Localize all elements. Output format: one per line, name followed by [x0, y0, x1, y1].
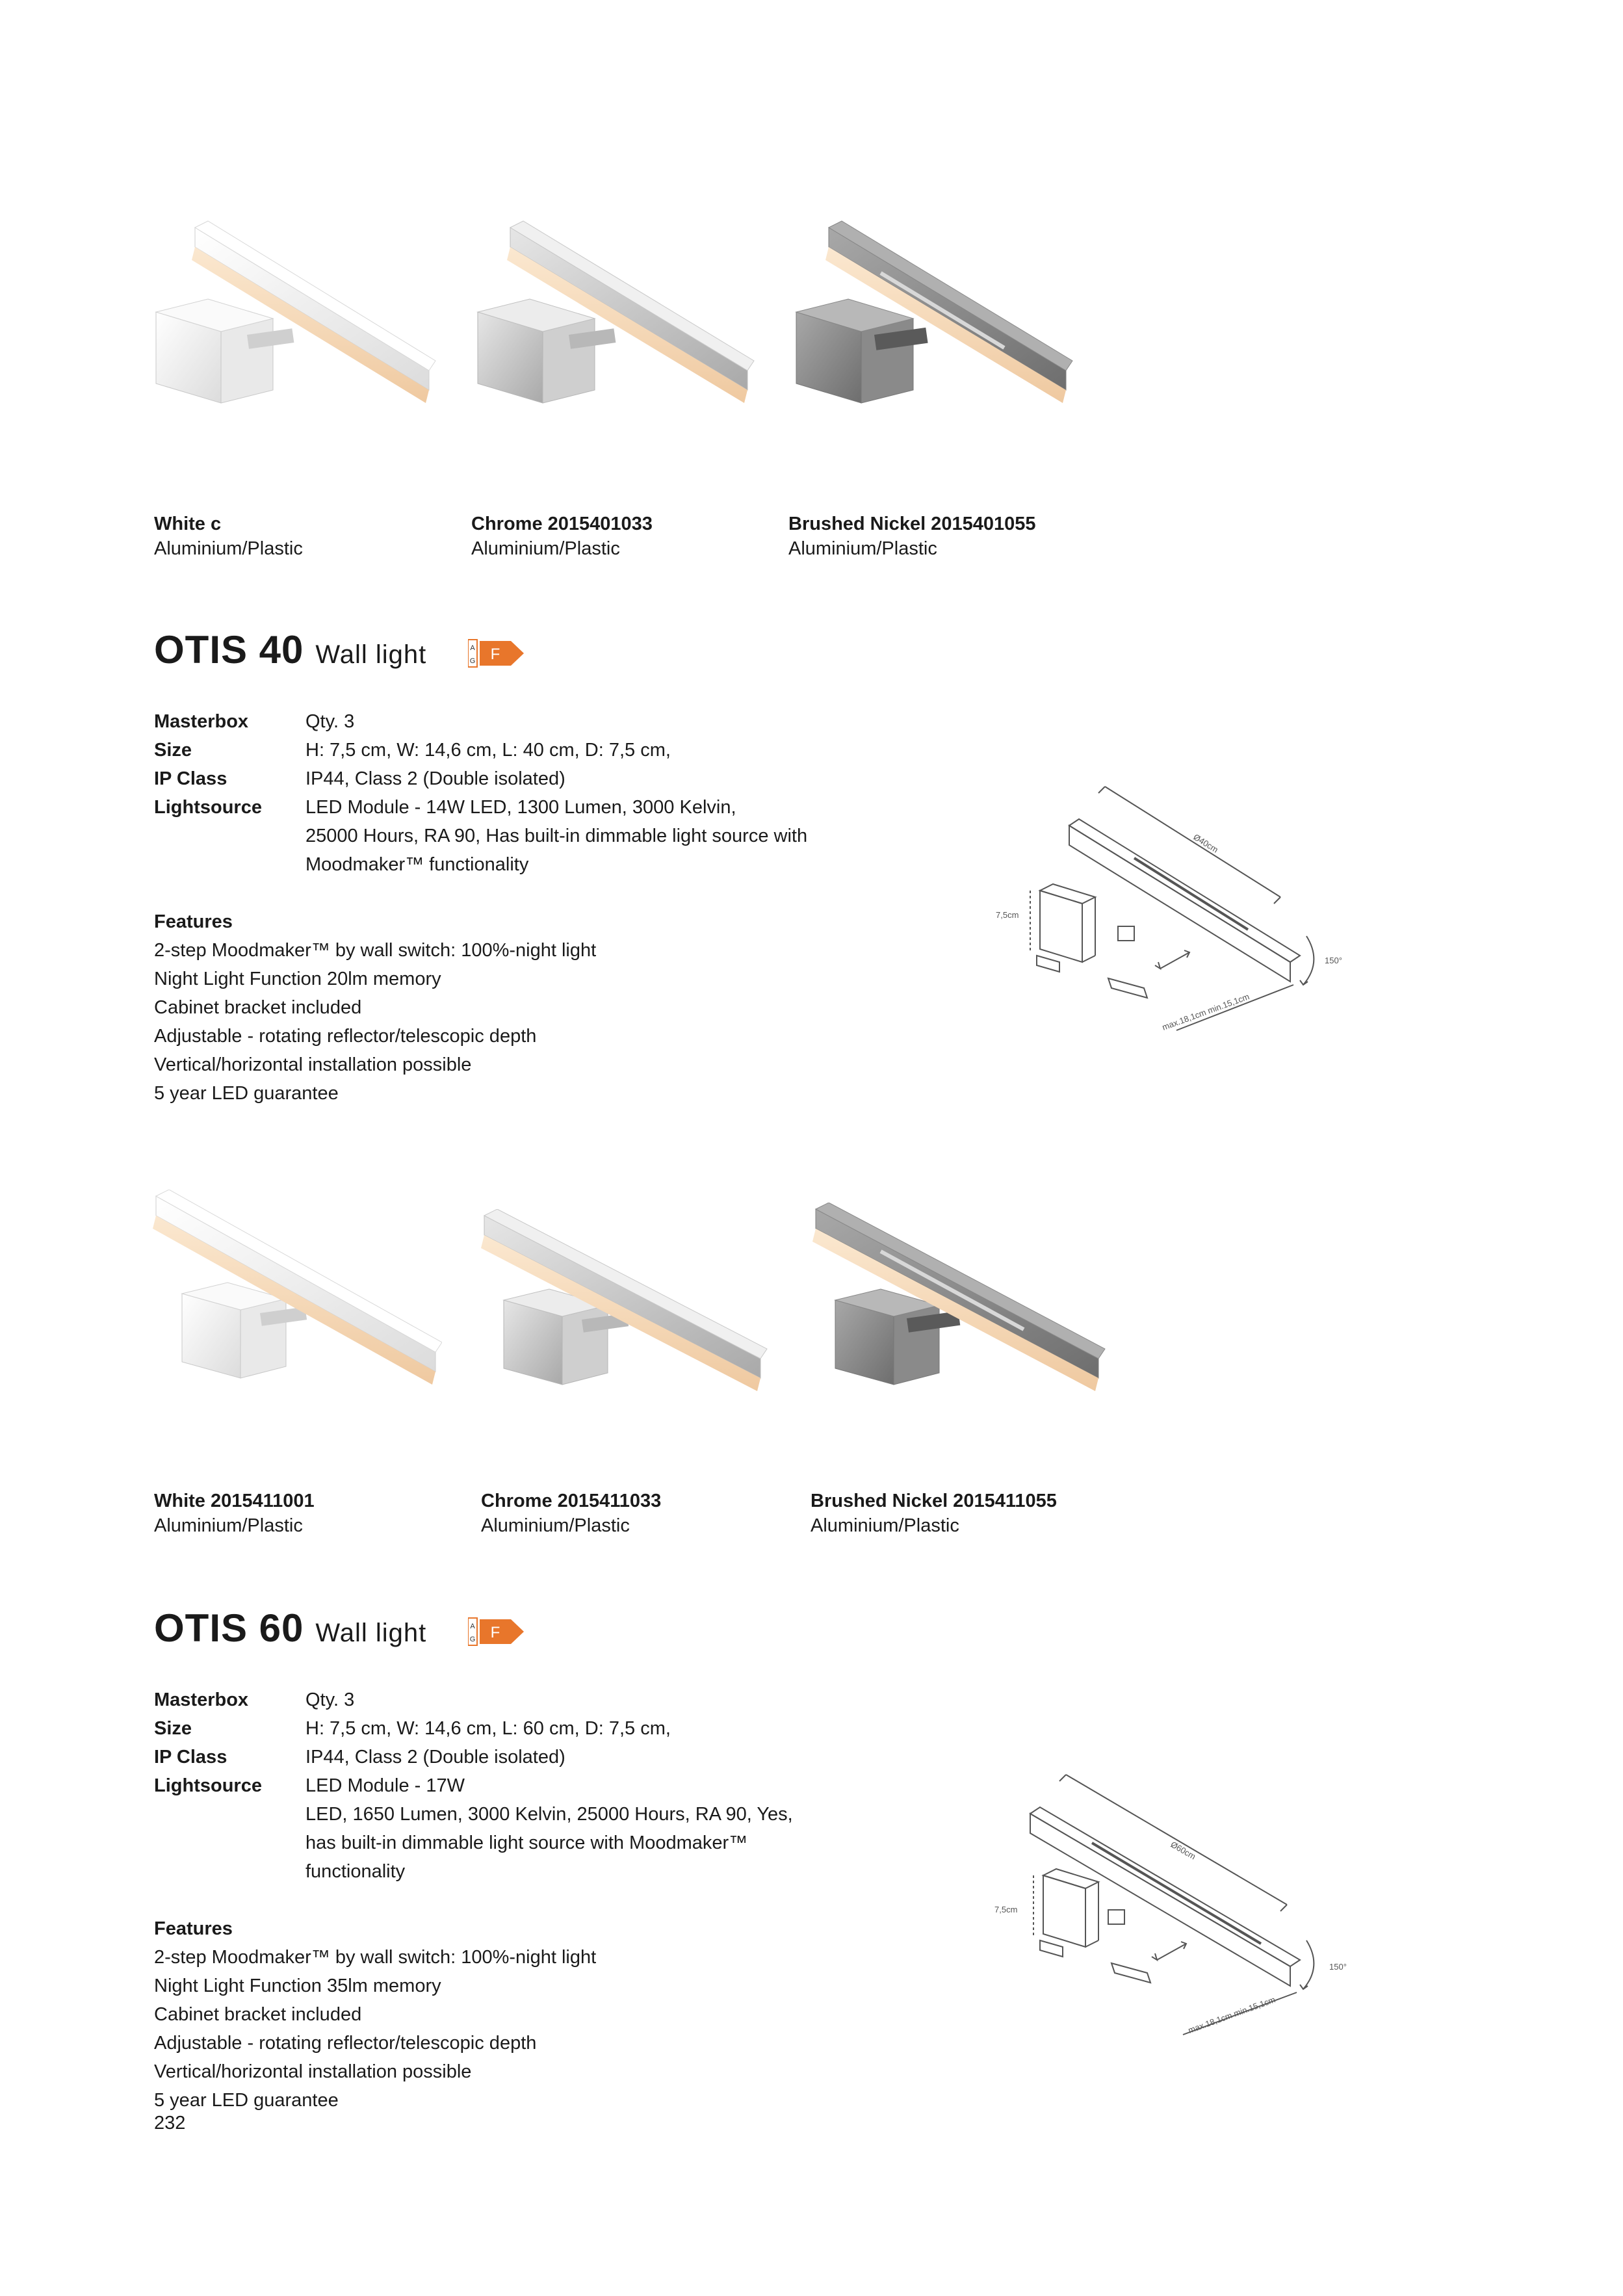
- feature-item: Adjustable - rotating reflector/telescopic depth: [154, 1026, 537, 1047]
- variant-name: Brushed Nickel 2015411055: [811, 1491, 1057, 1511]
- features-heading: Features: [154, 911, 233, 932]
- variant-name: Brushed Nickel 2015401055: [788, 514, 1036, 534]
- spec-value-lightsource-2: LED, 1650 Lumen, 3000 Kelvin, 25000 Hours, RA 90, Yes,: [305, 1804, 793, 1825]
- variant-material: Aluminium/Plastic: [811, 1515, 959, 1536]
- product-model: OTIS 40: [154, 628, 304, 672]
- spec-value-lightsource-1: LED Module - 17W: [305, 1775, 465, 1796]
- spec-label-masterbox: Masterbox: [154, 711, 249, 732]
- variant-label-nickel: [811, 1489, 1057, 1538]
- feature-item: 2-step Moodmaker™ by wall switch: 100%-night light: [154, 940, 597, 961]
- spec-label-masterbox: Masterbox: [154, 1689, 249, 1710]
- variant-label-white: [154, 512, 303, 561]
- variant-label-chrome: [471, 512, 653, 561]
- diagram-height-label: 7,5cm: [994, 1905, 1018, 1914]
- variant-material: Aluminium/Plastic: [154, 538, 303, 559]
- spec-label-size: Size: [154, 1718, 192, 1739]
- variant-label-chrome: [481, 1489, 661, 1538]
- feature-item: 5 year LED guarantee: [154, 1083, 339, 1104]
- spec-value-masterbox: Qty. 3: [305, 711, 355, 732]
- spec-value-masterbox: Qty. 3: [305, 1689, 355, 1710]
- svg-text:G: G: [469, 657, 476, 665]
- diagram-length-label: Ø60cm: [1169, 1839, 1198, 1862]
- product-model: OTIS 60: [154, 1606, 304, 1650]
- diagram-angle-label: 150°: [1325, 956, 1342, 965]
- energy-label-icon: [468, 638, 526, 668]
- svg-text:A: A: [470, 644, 475, 652]
- diagram-depth-label: max.18,1cm min.15,1cm: [1160, 991, 1251, 1032]
- variant-label-nickel: [788, 512, 1035, 561]
- spec-label-lightsource: Lightsource: [154, 797, 262, 818]
- svg-text:A: A: [470, 1623, 475, 1630]
- product-photo-nickel: [790, 215, 1082, 429]
- product-photo-chrome: [478, 1209, 770, 1404]
- diagram-angle-label: 150°: [1329, 1962, 1347, 1972]
- feature-item: Vertical/horizontal installation possible: [154, 2061, 472, 2082]
- spec-value-lightsource-1: LED Module - 14W LED, 1300 Lumen, 3000 Kelvin,: [305, 797, 736, 818]
- variant-name: Chrome 2015411033: [481, 1491, 662, 1511]
- spec-label-size: Size: [154, 740, 192, 761]
- energy-grade: F: [490, 1624, 500, 1641]
- feature-item: Night Light Function 35lm memory: [154, 1976, 441, 1996]
- feature-item: 5 year LED guarantee: [154, 2090, 339, 2111]
- variant-material: Aluminium/Plastic: [788, 538, 937, 559]
- feature-item: Vertical/horizontal installation possible: [154, 1054, 472, 1075]
- product-kind: Wall light: [315, 640, 427, 669]
- spec-value-lightsource-2: 25000 Hours, RA 90, Has built-in dimmable light source with: [305, 826, 808, 846]
- variant-material: Aluminium/Plastic: [471, 538, 620, 559]
- spec-value-lightsource-4: functionality: [305, 1861, 406, 1882]
- spec-value-ip: IP44, Class 2 (Double isolated): [305, 1747, 565, 1768]
- variant-name: White 2015411001: [154, 1491, 315, 1511]
- svg-text:G: G: [469, 1636, 476, 1643]
- variant-name: Chrome 2015401033: [471, 514, 653, 534]
- variant-material: Aluminium/Plastic: [481, 1515, 630, 1536]
- features-heading: Features: [154, 1918, 233, 1939]
- spec-label-ip: IP Class: [154, 768, 227, 789]
- feature-item: Cabinet bracket included: [154, 997, 362, 1018]
- dimension-diagram: [975, 1768, 1365, 2041]
- spec-value-ip: IP44, Class 2 (Double isolated): [305, 768, 565, 789]
- product-title: [154, 627, 426, 672]
- product-kind: Wall light: [315, 1619, 427, 1647]
- feature-item: Cabinet bracket included: [154, 2004, 362, 2025]
- feature-item: Adjustable - rotating reflector/telescopic depth: [154, 2033, 537, 2054]
- feature-item: 2-step Moodmaker™ by wall switch: 100%-night light: [154, 1947, 597, 1968]
- dimension-diagram: [968, 774, 1358, 1047]
- feature-item: Night Light Function 20lm memory: [154, 969, 441, 989]
- variant-name: White c: [154, 514, 222, 534]
- diagram-length-label: Ø40cm: [1191, 831, 1220, 855]
- spec-label-lightsource: Lightsource: [154, 1775, 262, 1796]
- spec-label-ip: IP Class: [154, 1747, 227, 1768]
- energy-label-icon: [468, 1617, 526, 1647]
- energy-grade: F: [490, 646, 500, 663]
- spec-value-lightsource-3: Moodmaker™ functionality: [305, 854, 529, 875]
- spec-value-size: H: 7,5 cm, W: 14,6 cm, L: 60 cm, D: 7,5 cm,: [305, 1718, 671, 1739]
- product-photo-chrome: [471, 215, 764, 429]
- diagram-height-label: 7,5cm: [996, 910, 1019, 920]
- spec-value-lightsource-3: has built-in dimmable light source with Moodmaker™: [305, 1833, 748, 1853]
- variant-material: Aluminium/Plastic: [154, 1515, 303, 1536]
- diagram-depth-label: max.18,1cm min.15,1cm: [1186, 1994, 1277, 2035]
- product-photo-nickel: [809, 1203, 1108, 1398]
- page-number: 232: [154, 2113, 186, 2133]
- product-photo-white: [149, 1190, 442, 1404]
- variant-label-white: [154, 1489, 315, 1538]
- product-title: [154, 1606, 426, 1650]
- product-photo-white: [149, 215, 442, 429]
- spec-value-size: H: 7,5 cm, W: 14,6 cm, L: 40 cm, D: 7,5 cm,: [305, 740, 671, 761]
